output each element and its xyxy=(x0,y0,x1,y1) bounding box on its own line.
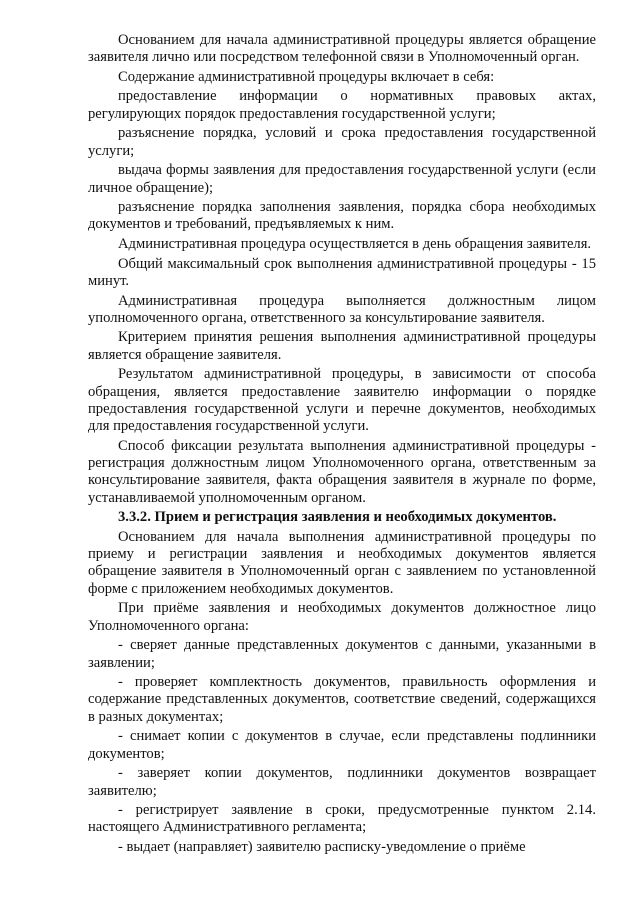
paragraph: Содержание административной процедуры включает в себя: xyxy=(118,68,495,85)
list-item: - заверяет копии документов, подлинники документов возвращает заявителю; xyxy=(88,765,596,799)
paragraph: Административная процедура выполняется должностным лицом уполномоченного органа, ответственного за консультирование заявителя. xyxy=(88,292,596,326)
paragraph: предоставление информации о нормативных правовых актах, регулирующих порядок предоставления государственной услуги; xyxy=(88,88,596,122)
paragraph: Результатом административной процедуры, в зависимости от способа обращения, является предоставление заявителю информации о порядке предоставления государственной услуги и перечне документов, необходимых для предоставления государственной услуги. xyxy=(88,366,596,435)
list-item: - регистрирует заявление в сроки, предусмотренные пунктом 2.14. настоящего Административного регламента; xyxy=(88,802,596,836)
paragraph: Критерием принятия решения выполнения административной процедуры является обращение заявителя. xyxy=(88,329,596,363)
paragraph: разъяснение порядка заполнения заявления, порядка сбора необходимых документов и требований, предъявляемых к ним. xyxy=(88,199,596,233)
list-item: - проверяет комплектность документов, правильность оформления и содержание представленных документов, соответствие сведений, содержащихся в разных документах; xyxy=(88,674,596,725)
list-item: - сверяет данные представленных документов с данными, указанными в заявлении; xyxy=(88,637,596,671)
list-item: - снимает копии с документов в случае, если представлены подлинники документов; xyxy=(88,728,596,762)
paragraph: Административная процедура осуществляется в день обращения заявителя. xyxy=(118,236,592,253)
section-heading: 3.3.2. Прием и регистрация заявления и необходимых документов. xyxy=(118,509,557,526)
list-item: - выдает (направляет) заявителю расписку-уведомление о приёме xyxy=(118,839,526,855)
paragraph: Основанием для начала выполнения административной процедуры по приему и регистрации заявления и необходимых документов является обращение заявителя в Уполномоченный орган с заявлением по установленной форме с приложением необходимых документов. xyxy=(88,528,596,597)
paragraph: разъяснение порядка, условий и срока предоставления государственной услуги; xyxy=(88,125,596,159)
paragraph: При приёме заявления и необходимых документов должностное лицо Уполномоченного органа: xyxy=(88,600,596,634)
paragraph: Способ фиксации результата выполнения административной процедуры - регистрация должностным лицом Уполномоченного органа, ответственным за консультирование заявителя, факта обращения заявителя в журнале по форме, устанавливаемой уполномоченным органом. xyxy=(88,437,596,506)
paragraph: Общий максимальный срок выполнения административной процедуры - 15 минут. xyxy=(88,255,596,289)
paragraph: Основанием для начала административной процедуры является обращение заявителя лично или посредством телефонной связи в Уполномоченный орган. xyxy=(88,32,596,66)
paragraph: выдача формы заявления для предоставления государственной услуги (если личное обращение); xyxy=(88,162,596,196)
